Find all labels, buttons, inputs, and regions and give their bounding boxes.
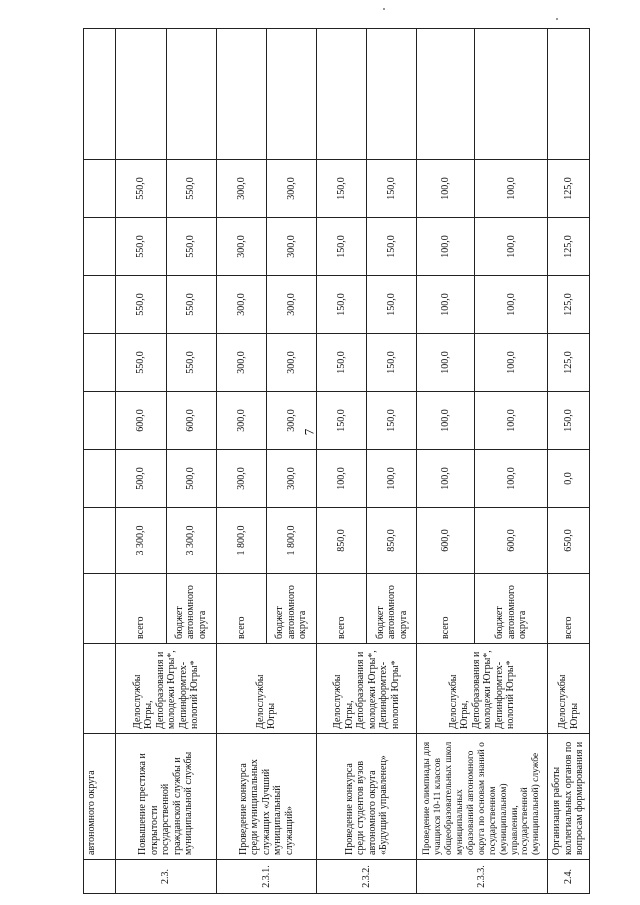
- row-source: всего: [417, 574, 475, 644]
- row-value: 125,0: [548, 218, 590, 276]
- row-value: 300,0: [266, 218, 316, 276]
- row-total: 3 300,0: [166, 508, 216, 574]
- scan-speck: [556, 18, 558, 20]
- row-value: 550,0: [116, 276, 166, 334]
- row-value: 150,0: [548, 392, 590, 450]
- row-value: 150,0: [317, 392, 367, 450]
- row-value: 600,0: [166, 392, 216, 450]
- row-value: 150,0: [317, 160, 367, 218]
- row-total: 3 300,0: [116, 508, 166, 574]
- budget-table-container: [83, 29, 590, 894]
- row-value: 100,0: [317, 450, 367, 508]
- row-value: 100,0: [475, 334, 548, 392]
- row-name: Проведение конкурса среди муниципальных служащих «Лучший муниципальный служащий»: [216, 734, 316, 860]
- row-value: 300,0: [216, 276, 266, 334]
- row-value: 300,0: [266, 334, 316, 392]
- row-value: 0,0: [548, 450, 590, 508]
- row-value: 100,0: [475, 218, 548, 276]
- row-value: 300,0: [266, 276, 316, 334]
- row-executors: Делослужбы Югры, Депобразования и молодежи Югры*, Депинформтех-нологий Югры*: [116, 644, 216, 734]
- row-value: 150,0: [367, 160, 417, 218]
- table-row: [317, 29, 367, 894]
- header-row: [84, 29, 116, 894]
- row-name: Повышение престижа и открытости государственной гражданской службы и муниципальной службы: [116, 734, 216, 860]
- row-total: 600,0: [417, 508, 475, 574]
- row-value: 300,0: [216, 218, 266, 276]
- row-source: всего: [548, 574, 590, 644]
- table-row: [548, 29, 590, 894]
- row-value: 150,0: [317, 276, 367, 334]
- row-source: бюджет автономного округа: [367, 574, 417, 644]
- row-total: 1 800,0: [216, 508, 266, 574]
- row-total: 650,0: [548, 508, 590, 574]
- row-value: 125,0: [548, 276, 590, 334]
- row-value: 150,0: [367, 334, 417, 392]
- row-source: бюджет автономного округа: [475, 574, 548, 644]
- row-code: 2.3.1.: [216, 860, 316, 894]
- row-value: 300,0: [266, 392, 316, 450]
- row-value: 100,0: [475, 450, 548, 508]
- rotated-table-area: [83, 29, 590, 894]
- row-name: Проведение конкурса среди студентов вузов автономного округа «Будущий управленец»: [317, 734, 417, 860]
- row-source: всего: [317, 574, 367, 644]
- row-source: всего: [216, 574, 266, 644]
- row-value: 150,0: [367, 276, 417, 334]
- row-value: 150,0: [317, 218, 367, 276]
- table-row: [216, 29, 266, 894]
- row-value: 550,0: [166, 160, 216, 218]
- row-value: 100,0: [417, 334, 475, 392]
- row-executors: Делослужбы Югры: [216, 644, 316, 734]
- row-executors: Делослужбы Югры, Депобразования и молодежи Югры*, Депинформтех-нологий Югры*: [417, 644, 548, 734]
- row-code: 2.3.2.: [317, 860, 417, 894]
- row-total: 600,0: [475, 508, 548, 574]
- row-name: Организация работы коллегиальных органов по вопросам формирования и: [548, 734, 590, 860]
- row-value: 150,0: [367, 392, 417, 450]
- row-value: 550,0: [116, 160, 166, 218]
- row-value: 550,0: [166, 218, 216, 276]
- row-value: 550,0: [116, 334, 166, 392]
- row-value: 300,0: [216, 450, 266, 508]
- table-row: [417, 29, 475, 894]
- scan-speck: [383, 8, 385, 10]
- row-value: 150,0: [367, 218, 417, 276]
- row-source: бюджет автономного округа: [166, 574, 216, 644]
- row-source: всего: [116, 574, 166, 644]
- row-value: 550,0: [166, 276, 216, 334]
- row-value: 300,0: [216, 392, 266, 450]
- page-number: 7: [301, 428, 317, 436]
- row-total: 850,0: [317, 508, 367, 574]
- row-value: 100,0: [475, 276, 548, 334]
- row-code: 2.3.3.: [417, 860, 548, 894]
- row-executors: Делослужбы Югры: [548, 644, 590, 734]
- row-value: 500,0: [116, 450, 166, 508]
- row-value: 100,0: [417, 218, 475, 276]
- row-total: 850,0: [367, 508, 417, 574]
- row-value: 300,0: [216, 334, 266, 392]
- row-value: 100,0: [417, 392, 475, 450]
- row-value: 100,0: [417, 160, 475, 218]
- row-value: 100,0: [367, 450, 417, 508]
- row-value: 300,0: [216, 160, 266, 218]
- row-value: 300,0: [266, 450, 316, 508]
- row-value: 125,0: [548, 160, 590, 218]
- row-executors: Делослужбы Югры, Депобразования и молодежи Югры*, Депинформтех-нологий Югры*: [317, 644, 417, 734]
- row-value: 500,0: [166, 450, 216, 508]
- row-total: 1 800,0: [266, 508, 316, 574]
- row-source: бюджет автономного округа: [266, 574, 316, 644]
- row-value: 125,0: [548, 334, 590, 392]
- row-value: 100,0: [475, 392, 548, 450]
- row-name: Проведение олимпиады для учащихся 10-11 классов общеобразовательных школ муниципальных образований автономного округа по основам знаний о государственном (муниципальном) управлении, государственной (муниципальной) службе: [417, 734, 548, 860]
- row-value: 100,0: [417, 276, 475, 334]
- row-value: 600,0: [116, 392, 166, 450]
- header-row-label: автономного округа: [84, 734, 116, 860]
- row-value: 100,0: [417, 450, 475, 508]
- table-row: [116, 29, 166, 894]
- row-value: 550,0: [116, 218, 166, 276]
- budget-table: [83, 28, 590, 894]
- row-value: 100,0: [475, 160, 548, 218]
- row-code: 2.4.: [548, 860, 590, 894]
- row-value: 550,0: [166, 334, 216, 392]
- row-value: 150,0: [317, 334, 367, 392]
- row-code: 2.3.: [116, 860, 216, 894]
- row-value: 300,0: [266, 160, 316, 218]
